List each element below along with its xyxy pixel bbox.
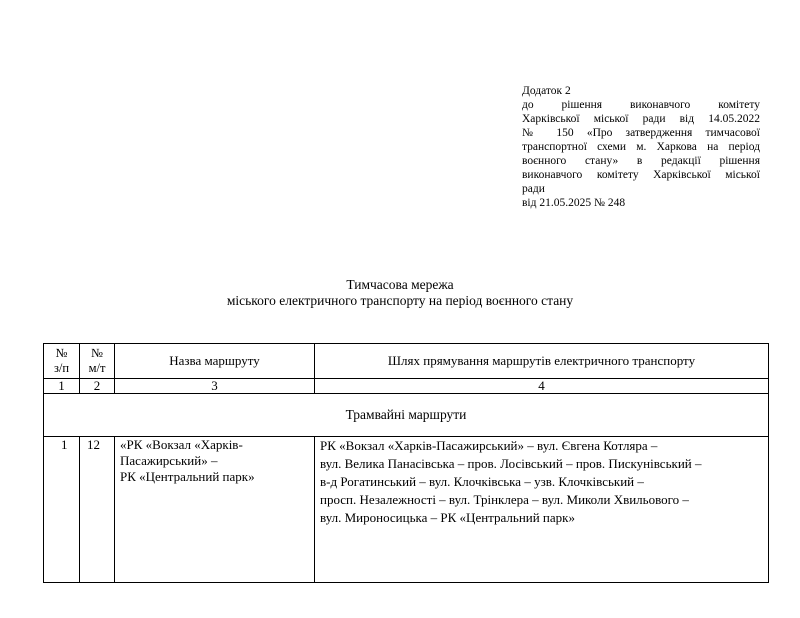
route-path-line: в-д Рогатинський – вул. Клочківська – узв. Клочківський – [320,474,644,489]
title-line-1: Тимчасова мережа [346,277,454,292]
route-name-line: «РК «Вокзал «Харків- [120,437,243,452]
section-row [44,394,769,437]
route-name-line: Пасажирський» – [120,453,218,468]
column-number-row [44,379,769,394]
column-number: 1 [44,379,80,394]
column-number: 3 [115,379,315,394]
annex-line: воєнного стану» в редакції рішення [522,155,760,167]
annex-note [522,84,760,210]
document-title [0,277,800,309]
annex-line: виконавчого комітету Харківської міської [522,169,760,181]
route-path-line: просп. Незалежності – вул. Трінклера – вул. Миколи Хвильового – [320,492,689,507]
header-route-no-line2: м/т [88,361,106,375]
column-number: 2 [80,379,115,394]
annex-line: від 21.05.2025 № 248 [522,197,626,209]
row-num: 1 [44,437,80,583]
annex-line: до рішення виконавчого комітету [522,99,760,111]
route-name-line: РК «Центральний парк» [120,469,255,484]
route-path-line: РК «Вокзал «Харків-Пасажирський» – вул. Євгена Котляра – [320,438,658,453]
header-num [44,344,80,379]
annex-line: Додаток 2 [522,85,571,97]
route-path-line: вул. Мироносицька – РК «Центральний парк» [320,510,575,525]
annex-line: Харківської міської ради від 14.05.2022 [522,113,760,125]
route-path-line: вул. Велика Панасівська – пров. Лосівський – пров. Пискунівський – [320,456,702,471]
section-title: Трамвайні маршрути [44,394,769,437]
routes-table [43,343,769,583]
table-row [44,437,769,583]
column-number: 4 [315,379,769,394]
annex-line: ради [522,183,545,195]
annex-line: № 150 «Про затвердження тимчасової [522,127,760,139]
annex-line: транспортної схеми м. Харкова на період [522,141,760,153]
header-route-name: Назва маршруту [115,344,315,379]
header-num-line1: № [55,346,68,360]
title-line-2: міського електричного транспорту на період воєнного стану [226,293,574,308]
header-num-line2: з/п [53,361,70,375]
header-route-no-line1: № [91,346,103,360]
header-route-path: Шлях прямування маршрутів електричного транспорту [315,344,769,379]
row-route-no: 12 [80,437,115,583]
row-route-path [315,437,769,583]
row-route-name [115,437,315,583]
header-route-no [80,344,115,379]
table-header-row [44,344,769,379]
